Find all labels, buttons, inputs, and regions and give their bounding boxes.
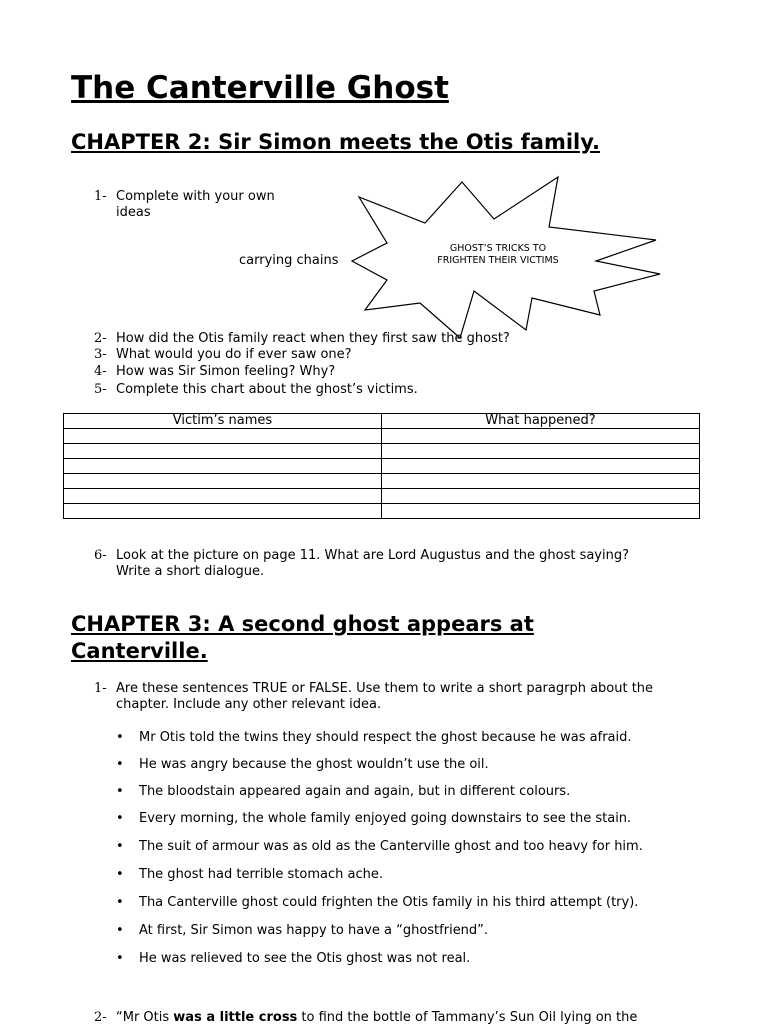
- list-item: • At first, Sir Simon was happy to have a “ghostfriend”.: [116, 923, 489, 938]
- question-3-number: 3-: [94, 347, 107, 362]
- question-5-number: 5-: [94, 382, 107, 397]
- question-2-number: 2-: [94, 331, 107, 346]
- chapter-3-heading: CHAPTER 3: A second ghost appears at: [71, 612, 534, 636]
- burst-text-line-1: GHOST’S TRICKS TO: [449, 243, 547, 254]
- table-cell[interactable]: [382, 429, 700, 444]
- ch3-question-2-text: “Mr Otis was a little cross to find the bottle of Tammany’s Sun Oil lying on the: [116, 1010, 638, 1025]
- table-cell[interactable]: [382, 489, 700, 504]
- table-cell[interactable]: [64, 459, 382, 474]
- carrying-chains-label: carrying chains: [239, 253, 339, 268]
- table-row: [64, 444, 700, 459]
- list-item: • The bloodstain appeared again and again, but in different colours.: [116, 784, 571, 799]
- chapter-2-heading: CHAPTER 2: Sir Simon meets the Otis family.: [71, 130, 600, 154]
- list-item: • Every morning, the whole family enjoyed going downstairs to see the stain.: [116, 811, 632, 826]
- table-cell[interactable]: [64, 504, 382, 519]
- list-item: • The suit of armour was as old as the Canterville ghost and too heavy for him.: [116, 839, 643, 854]
- table-row: [64, 474, 700, 489]
- table-cell[interactable]: [64, 474, 382, 489]
- burst-text-line-2: FRIGHTEN THEIR VICTIMS: [437, 255, 559, 266]
- question-1-text-cont: ideas: [116, 205, 151, 220]
- list-item: • He was relieved to see the Otis ghost was not real.: [116, 951, 471, 966]
- list-item: • He was angry because the ghost wouldn’t use the oil.: [116, 757, 489, 772]
- table-cell[interactable]: [382, 444, 700, 459]
- question-5-text: Complete this chart about the ghost’s victims.: [116, 382, 418, 397]
- question-6-text-cont: Write a short dialogue.: [116, 564, 265, 579]
- ch3-question-1-text-cont: chapter. Include any other relevant idea.: [116, 697, 382, 712]
- table-header-row: [64, 414, 700, 429]
- victims-table: [63, 413, 700, 519]
- column-header-what-happened: What happened?: [382, 414, 700, 429]
- question-1-text: Complete with your own: [116, 189, 275, 204]
- page-title: The Canterville Ghost: [71, 70, 449, 106]
- question-4-text: How was Sir Simon feeling? Why?: [116, 364, 336, 379]
- table-row: [64, 504, 700, 519]
- question-3-text: What would you do if ever saw one?: [116, 347, 352, 362]
- table-cell[interactable]: [382, 459, 700, 474]
- ch3-question-1-number: 1-: [94, 681, 107, 696]
- question-6-text: Look at the picture on page 11. What are Lord Augustus and the ghost saying?: [116, 548, 630, 563]
- table-row: [64, 489, 700, 504]
- question-2-text: How did the Otis family react when they first saw the ghost?: [116, 331, 510, 346]
- question-6-number: 6-: [94, 548, 107, 563]
- table-cell[interactable]: [64, 444, 382, 459]
- table-cell[interactable]: [382, 504, 700, 519]
- table-row: [64, 459, 700, 474]
- table-row: [64, 429, 700, 444]
- list-item: • Tha Canterville ghost could frighten the Otis family in his third attempt (try).: [116, 895, 639, 910]
- table-cell[interactable]: [382, 474, 700, 489]
- table-cell[interactable]: [64, 489, 382, 504]
- list-item: • The ghost had terrible stomach ache.: [116, 867, 383, 882]
- question-4-number: 4-: [94, 364, 107, 379]
- list-item: • Mr Otis told the twins they should respect the ghost because he was afraid.: [116, 730, 632, 745]
- column-header-victims: Victim’s names: [64, 414, 382, 429]
- ch3-question-1-text: Are these sentences TRUE or FALSE. Use them to write a short paragrph about the: [116, 681, 654, 696]
- chapter-3-heading-cont: Canterville.: [71, 639, 208, 663]
- table-cell[interactable]: [64, 429, 382, 444]
- ch3-question-2-number: 2-: [94, 1010, 107, 1025]
- question-1-number: 1-: [94, 189, 107, 204]
